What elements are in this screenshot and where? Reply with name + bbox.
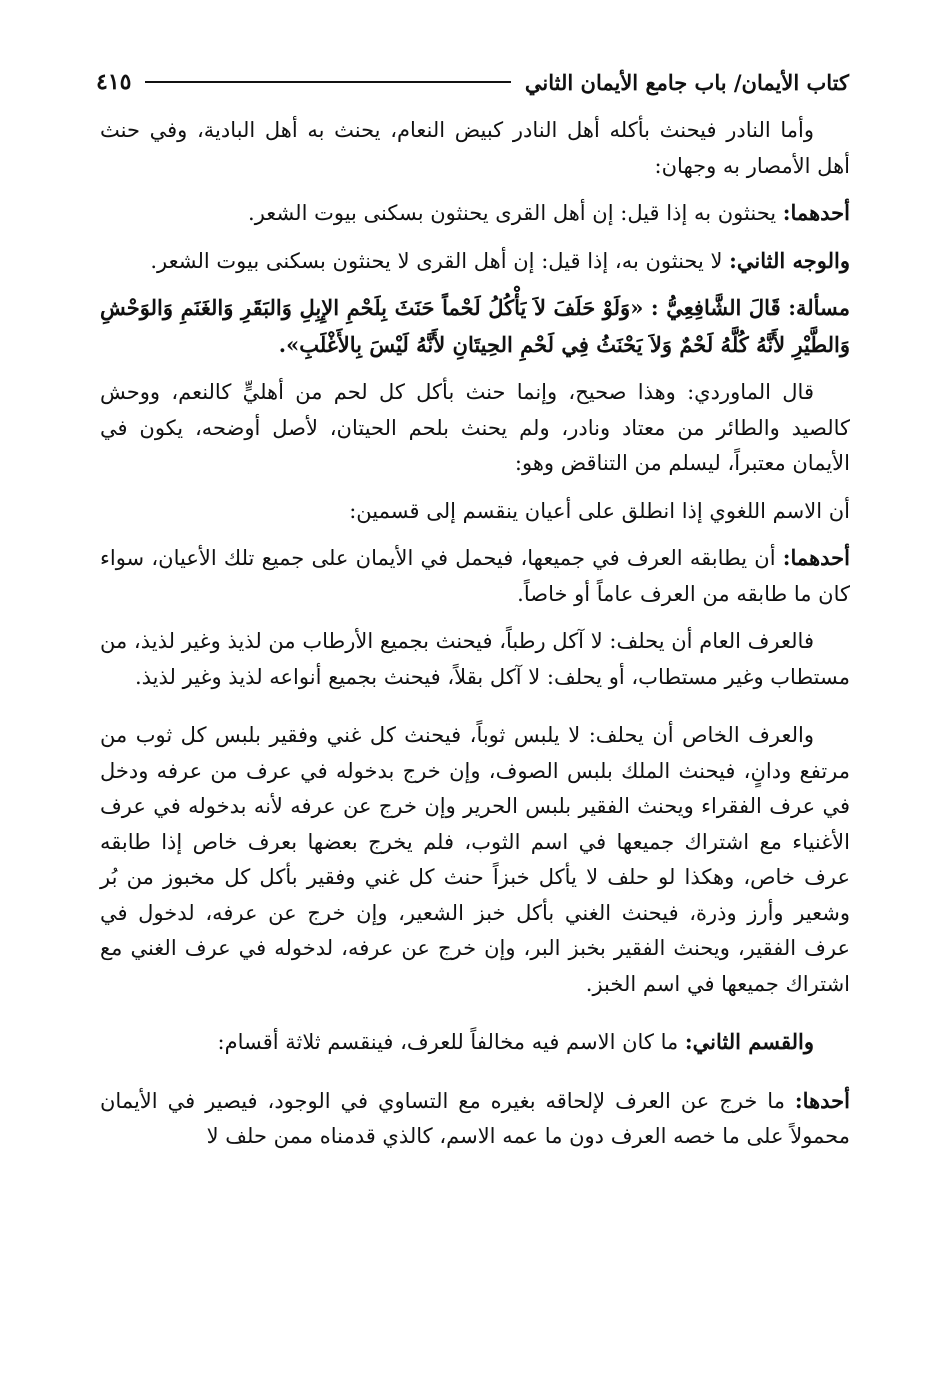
paragraph: [100, 1083, 850, 1155]
chapter-title: كتاب الأيمان/ باب جامع الأيمان الثاني: [524, 69, 849, 95]
paragraph-text: ما كان الاسم فيه مخالفاً للعرف، فينقسم ثلاثة أقسام:: [217, 1030, 685, 1054]
paragraph-lead: والقسم الثاني:: [684, 1029, 814, 1054]
paragraph-lead: أحدهما:: [782, 200, 850, 225]
paragraph-text: أن الاسم اللغوي إذا انطلق على أعيان ينقسم إلى قسمين:: [349, 498, 850, 523]
paragraph-text: ما خرج عن العرف لإلحاقه بغيره مع التساوي في الوجود، فيصير في الأيمان محمولاً على ما خصه العرف دون ما عمه الاسم، كالذي قدمناه ممن حلف لا: [100, 1088, 850, 1148]
paragraph: [100, 243, 850, 280]
paragraph: [100, 1024, 850, 1061]
shafii-quote: : «وَلَوْ حَلَفَ لاَ يَأْكُلُ لَحْماً حَنَثَ بِلَحْمِ الإِبِلِ وَالبَقَرِ وَالغَنَمِ وَالوَحْشِ وَالطَّيْرِ لأَنَّهُ كُلَّهُ لَحْمٌ وَلاَ يَحْنَثُ فِي لَحْمِ الحِيتَانِ لأَنَّهُ لَيْسَ بِالأَغْلَبِ».: [100, 295, 850, 357]
issue-lead: مسألة: قَالَ الشَّافِعِيُّ: [666, 295, 850, 320]
paragraph-lead: والوجه الثاني:: [729, 247, 850, 273]
paragraph-text: لا يحنثون به، إذا قيل: إن أهل القرى لا يحنثون بسكنى بيوت الشعر.: [150, 248, 730, 273]
paragraph: [100, 374, 850, 482]
page-number: ٤١٥: [96, 69, 132, 95]
page-body: [100, 112, 850, 1155]
paragraph: [100, 717, 850, 1002]
paragraph-lead: أحدهما:: [782, 545, 850, 570]
paragraph: [100, 493, 850, 530]
paragraph: [100, 195, 850, 232]
paragraph-text: قال الماوردي: وهذا صحيح، وإنما حنث بأكل كل لحم من أهليٍّ كالنعم، ووحش كالصيد والطائر من معتاد ونادر، ولم يحنث بلحم الحيتان، لأصل أوضحه، يكون في الأيمان معتبراً، ليسلم من التناقض وهو:: [100, 380, 850, 475]
header-rule: [145, 81, 510, 83]
paragraph: [100, 623, 850, 695]
running-header: [96, 62, 849, 102]
paragraph-lead: أحدها:: [794, 1087, 850, 1113]
paragraph-text: والعرف الخاص أن يحلف: لا يلبس ثوباً، فيحنث كل غني وفقير بلبس كل ثوب من مرتفع ودانٍ، فيحنث الملك بلبس الصوف، وإن خرج بدخوله في عرف من عرفه ودخل في عرف الفقراء ويحنث الفقير بلبس الحرير وإن خرج عن عرفه لأنه بدخوله في عرف الأغنياء مع اشتراك جميعها في اسم الثوب، فلم يخرج بعضها بعرف خاص إذا طابقه عرف خاص، وهكذا لو حلف لا يأكل خبزاً حنث كل غني وفقير بأكل كل مخبوز من بُر وشعير وأرز وذرة، فيحنث الغني بأكل خبز الشعير، وإن خرج عن عرفه، لدخول في عرف الفقير، ويحنث الفقير بخبز البر، وإن خرج عن عرفه، لدخوله في عرف الغني مع اشتراك جميعها في اسم الخبز.: [100, 723, 850, 996]
paragraph-text: وأما النادر فيحنث بأكله أهل النادر كبيض النعام، يحنث به أهل البادية، وفي حنث أهل الأمصار به وجهان:: [100, 118, 850, 178]
paragraph-text: أن يطابقه العرف في جميعها، فيحمل في الأيمان على جميع تلك الأعيان، سواء كان ما طابقه من العرف عاماً أو خاصاً.: [100, 546, 850, 606]
paragraph-text: فالعرف العام أن يحلف: لا آكل رطباً، فيحنث بجميع الأرطاب من لذيذ وغير لذيذ، من مستطاب وغير مستطاب، أو يحلف: لا آكل بقلاً، فيحنث بجميع أنواعه لذيذ وغير لذيذ.: [100, 629, 850, 689]
paragraph: [100, 540, 850, 612]
paragraph-text: يحنثون به إذا قيل: إن أهل القرى يحنثون بسكنى بيوت الشعر.: [248, 201, 783, 225]
paragraph: [100, 290, 850, 363]
paragraph: [100, 112, 850, 184]
